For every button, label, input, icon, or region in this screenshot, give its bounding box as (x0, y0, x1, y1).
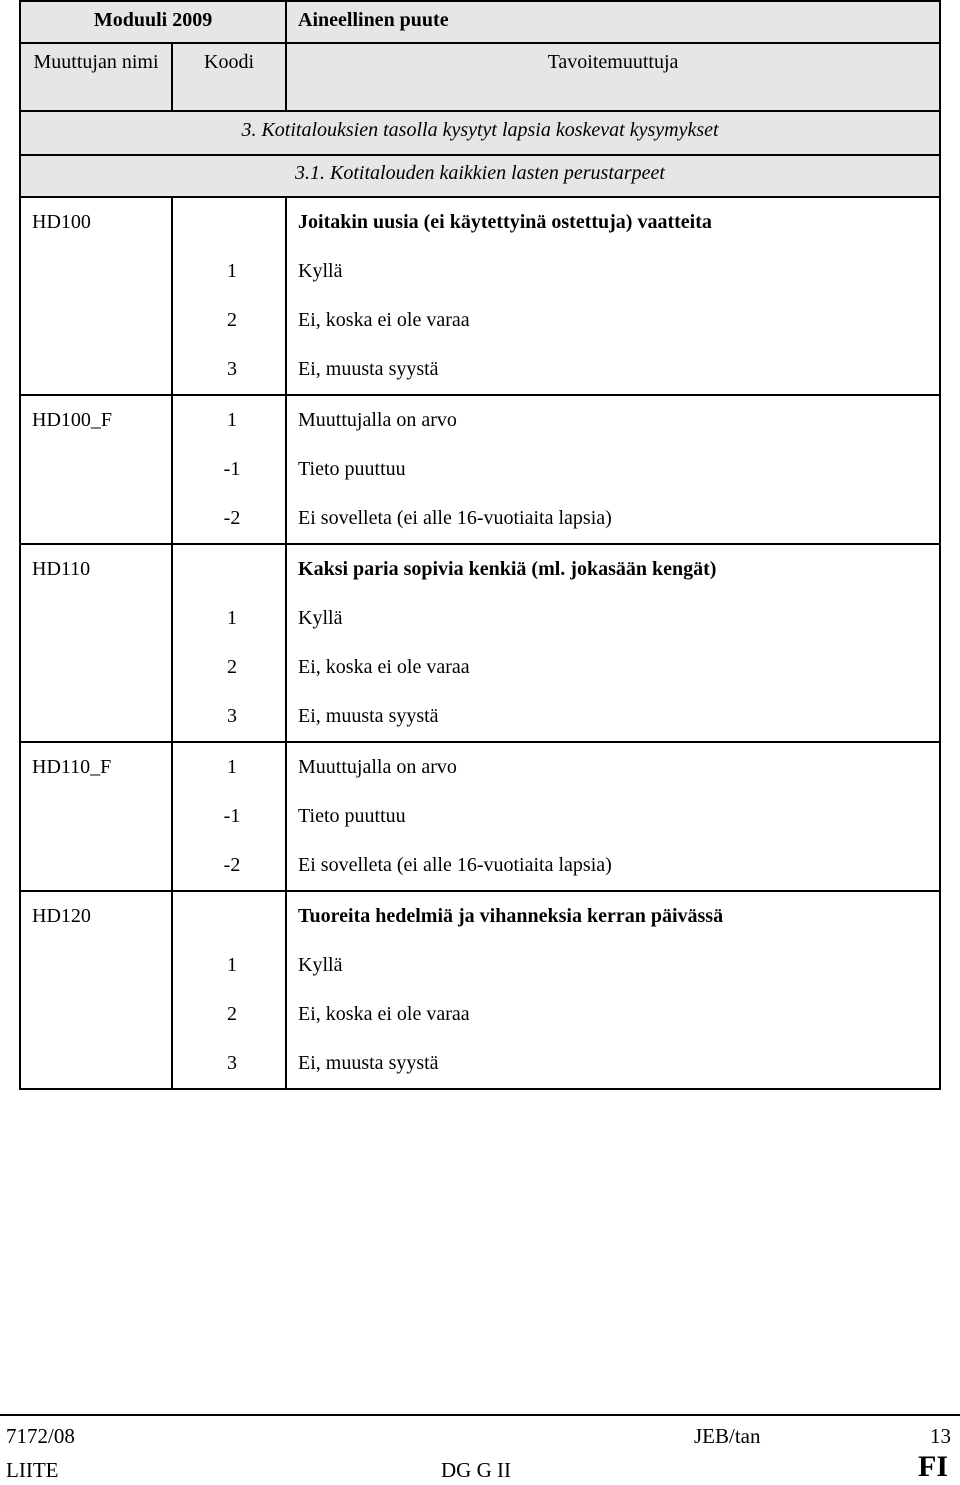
module-title: Moduuli 2009 (93, 9, 213, 31)
variable-name: HD100_F (32, 409, 113, 431)
subsection-row (20, 155, 940, 197)
code-value: 2 (227, 656, 237, 678)
code-value: 3 (227, 1052, 237, 1074)
code-value: -1 (223, 458, 241, 480)
footer-dg: DG G II (441, 1458, 511, 1482)
variable-block-hd110-f (20, 742, 940, 891)
footer-annex: LIITE (6, 1458, 59, 1482)
variable-block-hd110 (20, 544, 940, 742)
answer-label: Ei, koska ei ole varaa (298, 1003, 470, 1025)
section-row (20, 111, 940, 155)
code-value: -2 (223, 854, 241, 876)
footer-language: FI (918, 1450, 948, 1483)
answer-label: Ei, muusta syystä (298, 358, 439, 380)
variable-block-hd120 (20, 891, 940, 1089)
variable-question: Tuoreita hedelmiä ja vihanneksia kerran päivässä (298, 905, 724, 927)
variable-name: HD110 (32, 558, 91, 580)
variable-name: HD100 (32, 211, 91, 233)
code-value: 1 (227, 756, 237, 778)
answer-label: Kyllä (298, 607, 343, 629)
header-row-module (20, 1, 940, 43)
code-value: 1 (227, 409, 237, 431)
code-value: -1 (223, 805, 241, 827)
variable-block-hd100 (20, 197, 940, 395)
answer-label: Kyllä (298, 260, 343, 282)
code-value: -2 (223, 507, 241, 529)
flag-label: Muuttujalla on arvo (298, 756, 457, 778)
variable-name: HD110_F (32, 756, 112, 778)
code-value: 1 (227, 260, 237, 282)
variable-name: HD120 (32, 905, 91, 927)
code-value: 3 (227, 358, 237, 380)
answer-label: Ei, muusta syystä (298, 1052, 439, 1074)
col-header-target: Tavoitemuuttuja (547, 51, 679, 73)
flag-label: Ei sovelleta (ei alle 16-vuotiaita lapsia) (298, 507, 612, 529)
code-value: 1 (227, 954, 237, 976)
variable-table (19, 0, 941, 1090)
footer-divider (0, 1414, 960, 1416)
footer-author: JEB/tan (694, 1424, 761, 1448)
footer-doc-number: 7172/08 (6, 1424, 75, 1448)
col-header-name: Muuttujan nimi (33, 51, 159, 73)
code-value: 2 (227, 1003, 237, 1025)
code-value (173, 545, 285, 594)
variable-block-hd100-f (20, 395, 940, 544)
code-value (173, 198, 285, 247)
flag-label: Muuttujalla on arvo (298, 409, 457, 431)
section-title: 3. Kotitalouksien tasolla kysytyt lapsia koskevat kysymykset (241, 119, 719, 141)
header-row-columns (20, 43, 940, 111)
subsection-title: 3.1. Kotitalouden kaikkien lasten perustarpeet (295, 162, 665, 184)
variable-question: Kaksi paria sopivia kenkiä (ml. jokasään kengät) (298, 558, 717, 580)
answer-label: Ei, muusta syystä (298, 705, 439, 727)
answer-label: Ei, koska ei ole varaa (298, 309, 470, 331)
footer-page-number: 13 (930, 1424, 951, 1448)
flag-label: Tieto puuttuu (298, 805, 406, 827)
variable-question: Joitakin uusia (ei käytettyinä ostettuja) vaatteita (298, 211, 712, 233)
answer-label: Ei, koska ei ole varaa (298, 656, 470, 678)
code-value: 3 (227, 705, 237, 727)
code-value (173, 892, 285, 941)
col-header-code: Koodi (204, 51, 254, 73)
answer-label: Kyllä (298, 954, 343, 976)
subject-title: Aineellinen puute (298, 9, 449, 31)
code-value: 1 (227, 607, 237, 629)
flag-label: Ei sovelleta (ei alle 16-vuotiaita lapsia) (298, 854, 612, 876)
flag-label: Tieto puuttuu (298, 458, 406, 480)
code-value: 2 (227, 309, 237, 331)
